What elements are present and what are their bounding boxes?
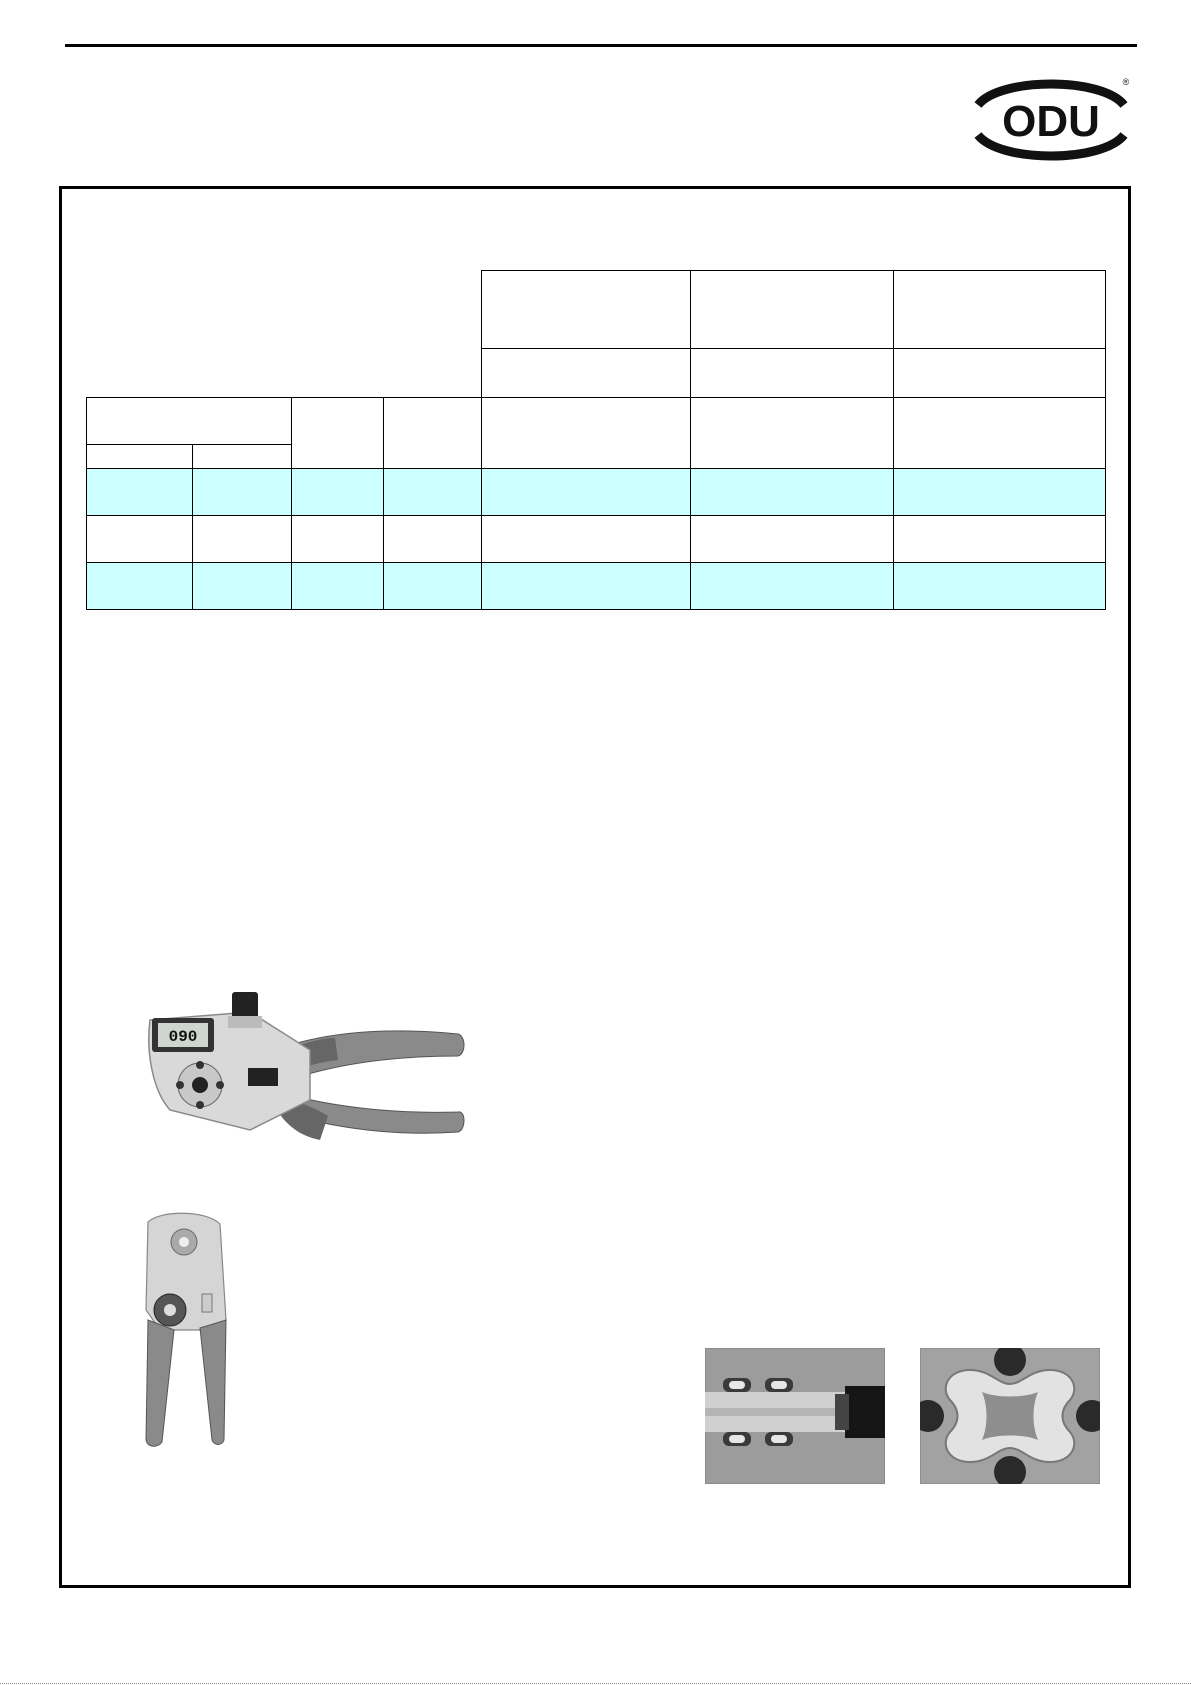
header-cell	[893, 270, 1106, 349]
header-cell	[383, 397, 482, 469]
header-cell	[86, 444, 193, 469]
table-cell	[86, 562, 193, 610]
header-cell	[192, 444, 292, 469]
crimp-pliers-digital-icon	[140, 990, 470, 1150]
header-rule	[65, 44, 1137, 47]
header-cell	[481, 397, 691, 469]
table-cell	[291, 468, 384, 516]
table-cell	[893, 515, 1106, 563]
page-edge-rule	[0, 1683, 1191, 1684]
table-cell	[481, 468, 691, 516]
digital-display-value: 090	[168, 1028, 198, 1046]
table-cell	[481, 562, 691, 610]
table-cell	[690, 468, 894, 516]
table-cell	[291, 562, 384, 610]
header-cell	[291, 397, 384, 469]
table-cell	[86, 515, 193, 563]
registered-mark: ®	[1122, 77, 1130, 87]
table-cell	[291, 515, 384, 563]
table-cell	[86, 468, 193, 516]
header-cell	[481, 270, 691, 349]
table-cell	[192, 468, 292, 516]
table-cell	[690, 562, 894, 610]
header-cell	[690, 397, 894, 469]
logo-text: ODU	[1002, 97, 1100, 146]
header-cell	[893, 397, 1106, 469]
table-cell	[893, 562, 1106, 610]
crimp-pliers-turret-icon	[140, 1210, 240, 1450]
table-cell	[383, 562, 482, 610]
header-cell	[481, 348, 691, 398]
crimp-side-view-photo	[705, 1348, 885, 1484]
table-cell	[383, 468, 482, 516]
odu-logo	[970, 73, 1132, 165]
table-cell	[383, 515, 482, 563]
header-cell	[690, 348, 894, 398]
spec-table	[86, 270, 1106, 610]
table-cell	[481, 515, 691, 563]
header-cell	[86, 397, 292, 445]
header-cell	[690, 270, 894, 349]
header-cell	[893, 348, 1106, 398]
table-cell	[893, 468, 1106, 516]
table-cell	[192, 562, 292, 610]
table-cell	[192, 515, 292, 563]
table-cell	[690, 515, 894, 563]
crimp-cross-section-photo	[920, 1348, 1100, 1484]
